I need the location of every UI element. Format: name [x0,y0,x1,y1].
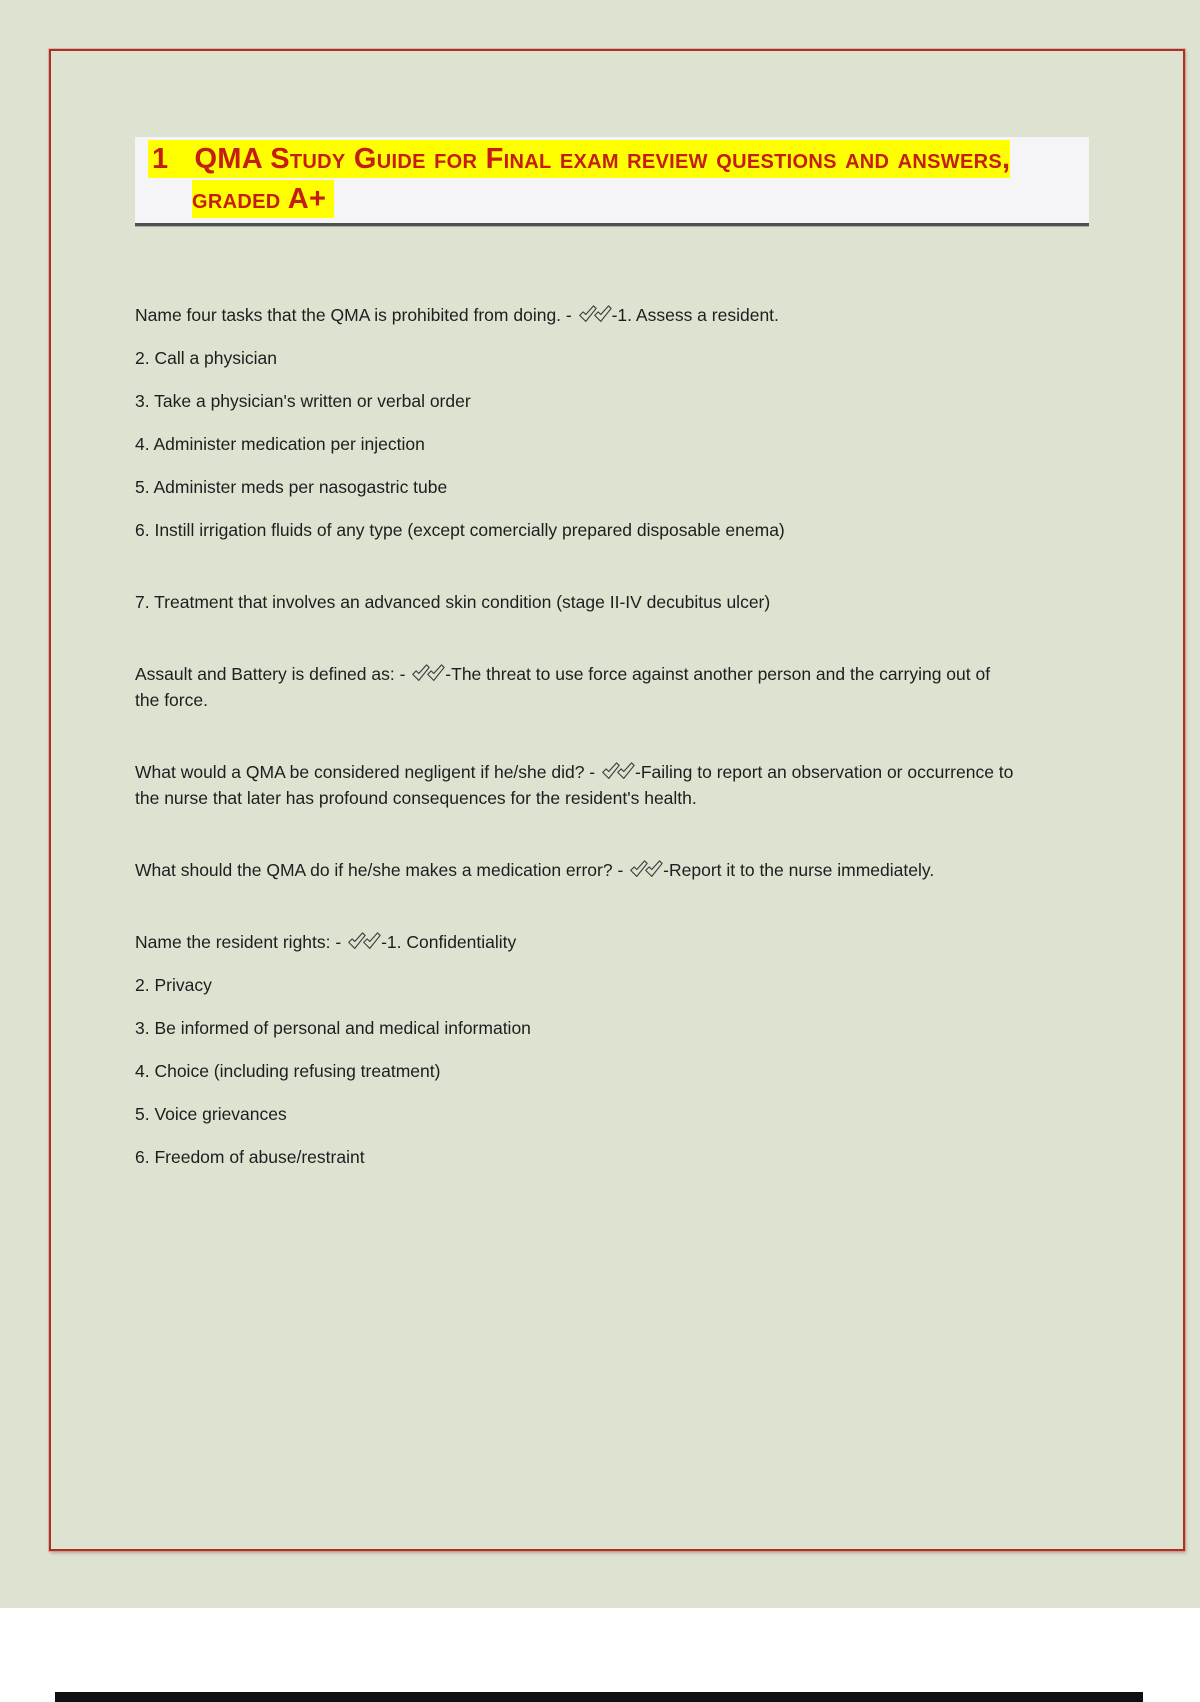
paragraph-text: 6. Instill irrigation fluids of any type (except comercially prepared disposable enema) [135,520,785,540]
paragraph [135,929,1015,955]
paragraph-text: -Report it to the nurse immediately. [663,860,935,880]
check-icon [644,860,663,879]
paragraph-text: 6. Freedom of abuse/restraint [135,1147,365,1167]
paragraph [135,589,1015,615]
page-border-frame [49,49,1185,1551]
paragraph-text: -1. Assess a resident. [611,305,779,325]
paragraph [135,759,1015,811]
paragraph [135,1144,1015,1170]
paragraph [135,474,1015,500]
paragraph-text: What should the QMA do if he/she makes a medication error? - [135,860,629,880]
paragraph-text: 3. Take a physician's written or verbal order [135,391,471,411]
paragraph [135,1101,1015,1127]
check-icon [616,762,635,781]
paragraph-text: 2. Privacy [135,975,212,995]
next-page-edge [55,1692,1143,1702]
paragraph-text: 3. Be informed of personal and medical information [135,1018,531,1038]
check-icon [426,664,445,683]
paragraph [135,345,1015,371]
paragraph [135,388,1015,414]
paragraph [135,857,1015,883]
check-icon [593,305,612,324]
paragraph-text: What would a QMA be considered negligent if he/she did? - [135,762,600,782]
paragraph-text: -1. Confidentiality [381,932,517,952]
title-text: QMA Study Guide for Final exam review questions and answers, graded A+ [192,143,1011,215]
document-title [135,137,1089,226]
paragraph-text: 4. Administer medication per injection [135,434,425,454]
paragraph [135,972,1015,998]
paragraph [135,517,1015,543]
paragraph [135,302,1015,328]
paragraph-text: Name the resident rights: - [135,932,347,952]
check-icon [362,932,381,951]
title-highlight [148,140,1010,218]
paragraph [135,431,1015,457]
paragraph-text: 5. Administer meds per nasogastric tube [135,477,448,497]
title-number: 1 [152,143,169,175]
document-body [135,302,1015,1170]
paragraph-text: 2. Call a physician [135,348,278,368]
paragraph-text: 5. Voice grievances [135,1104,287,1124]
paragraph-text: 4. Choice (including refusing treatment) [135,1061,441,1081]
paragraph-text: -The threat to use force against another person and the carrying out of the force. [135,664,991,710]
paragraph [135,1015,1015,1041]
paragraph [135,1058,1015,1084]
paragraph-text: 7. Treatment that involves an advanced skin condition (stage II-IV decubitus ulcer) [135,592,771,612]
paragraph-text: Name four tasks that the QMA is prohibited from doing. - [135,305,577,325]
paragraph [135,661,1015,713]
paragraph-text: -Failing to report an observation or occurrence to the nurse that later has profound consequences for the resident's health. [135,762,1014,808]
paragraph-text: Assault and Battery is defined as: - [135,664,411,684]
